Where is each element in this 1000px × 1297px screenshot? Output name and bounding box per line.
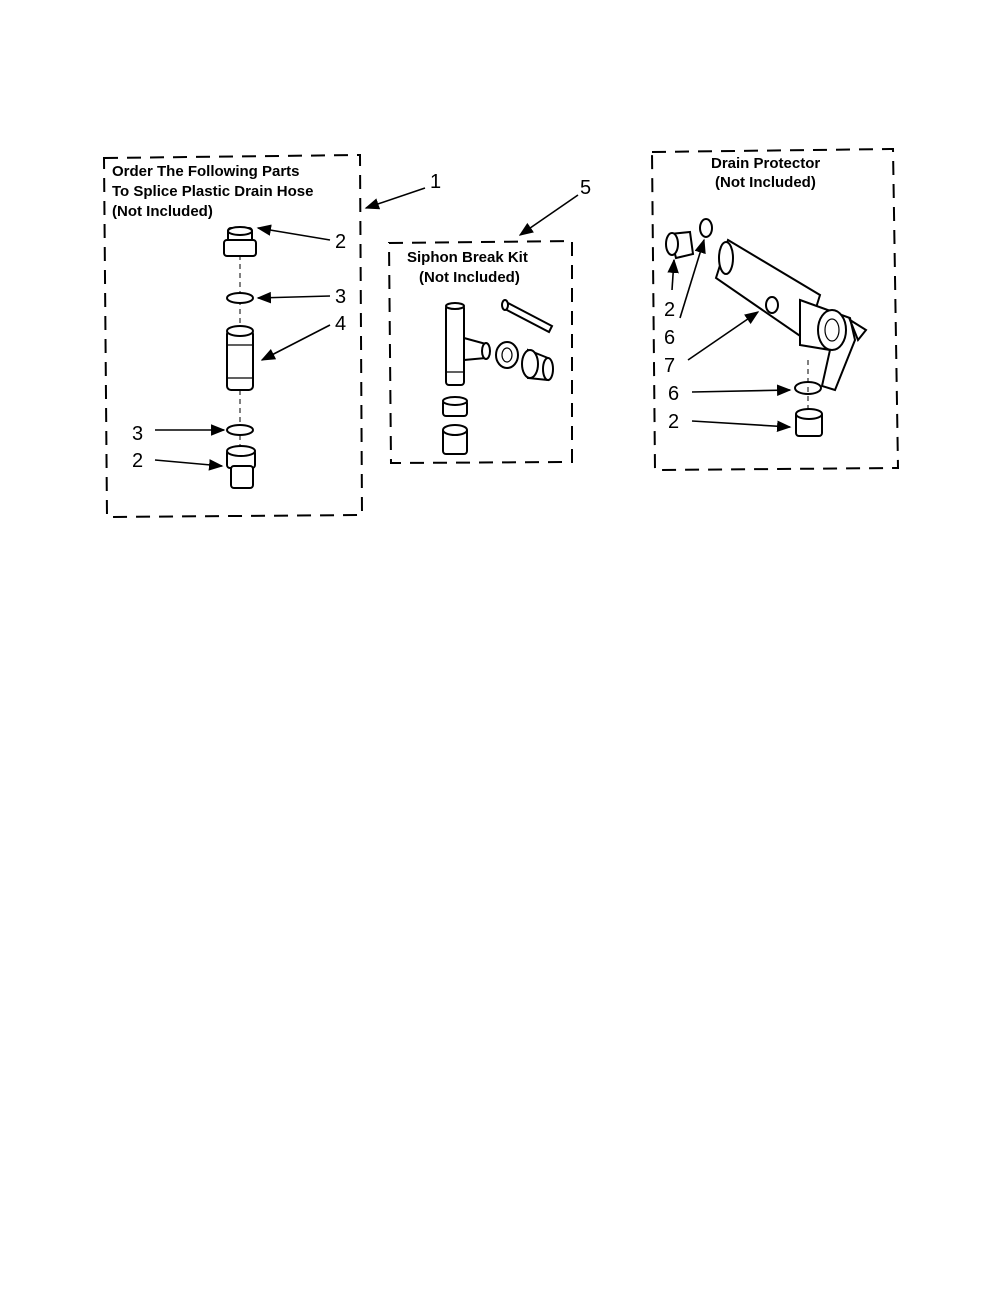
label-drain-connector-left: 2 — [664, 299, 676, 321]
siphon-nut-bottom — [443, 397, 467, 416]
arrow-coupling — [262, 325, 330, 360]
label-connector-bottom: 2 — [132, 450, 144, 472]
siphon-vent-tube — [502, 300, 552, 332]
drain-protector-body — [716, 240, 866, 390]
arrow-drain-connector-bottom — [692, 421, 790, 427]
label-clamp-bottom: 3 — [132, 423, 144, 445]
drain-clamp-left — [700, 219, 712, 237]
hose-clamp-bottom — [227, 425, 253, 435]
callout-1: 1 — [430, 171, 442, 193]
hose-clamp-top — [227, 293, 253, 303]
label-drain-connector-bottom: 2 — [668, 411, 680, 433]
arrow-connector-bottom — [155, 460, 222, 466]
arrow-drain-protector — [688, 312, 758, 360]
arrow-clamp-top — [258, 296, 330, 298]
siphon-kit-title-line-2: (Not Included) — [419, 269, 520, 286]
hose-connector-top — [224, 227, 256, 256]
callout-arrow-1 — [366, 188, 425, 208]
label-coupling: 4 — [335, 313, 347, 335]
arrow-connector-top — [258, 228, 330, 240]
drain-protector-title-line-1: Drain Protector — [711, 155, 821, 172]
arrow-drain-clamp-bottom — [692, 390, 790, 392]
siphon-connector-bottom — [443, 425, 467, 454]
label-connector-top: 2 — [335, 231, 347, 253]
drain-connector-left — [666, 232, 693, 258]
callout-5: 5 — [580, 177, 592, 199]
drain-protector-panel — [652, 149, 898, 470]
arrow-drain-connector-left — [672, 260, 674, 290]
label-clamp-top: 3 — [335, 286, 347, 308]
splice-kit-title-line-2: To Splice Plastic Drain Hose — [112, 183, 314, 200]
siphon-adapter-right — [522, 350, 553, 380]
hose-connector-bottom — [227, 446, 255, 488]
siphon-kit-title-line-1: Siphon Break Kit — [407, 249, 528, 266]
splice-kit-title-line-3: (Not Included) — [112, 203, 213, 220]
callout-arrow-5 — [520, 195, 578, 235]
siphon-tee-fitting — [446, 303, 490, 385]
drain-connector-bottom — [796, 409, 822, 436]
label-drain-clamp-left: 6 — [664, 327, 676, 349]
label-drain-protector: 7 — [664, 355, 676, 377]
siphon-nut-right — [496, 342, 518, 368]
hose-coupling — [227, 326, 253, 390]
splice-kit-title-line-1: Order The Following Parts — [112, 163, 300, 180]
drain-protector-title-line-2: (Not Included) — [715, 174, 816, 191]
label-drain-clamp-bottom: 6 — [668, 383, 680, 405]
siphon-break-kit-panel — [389, 177, 591, 463]
